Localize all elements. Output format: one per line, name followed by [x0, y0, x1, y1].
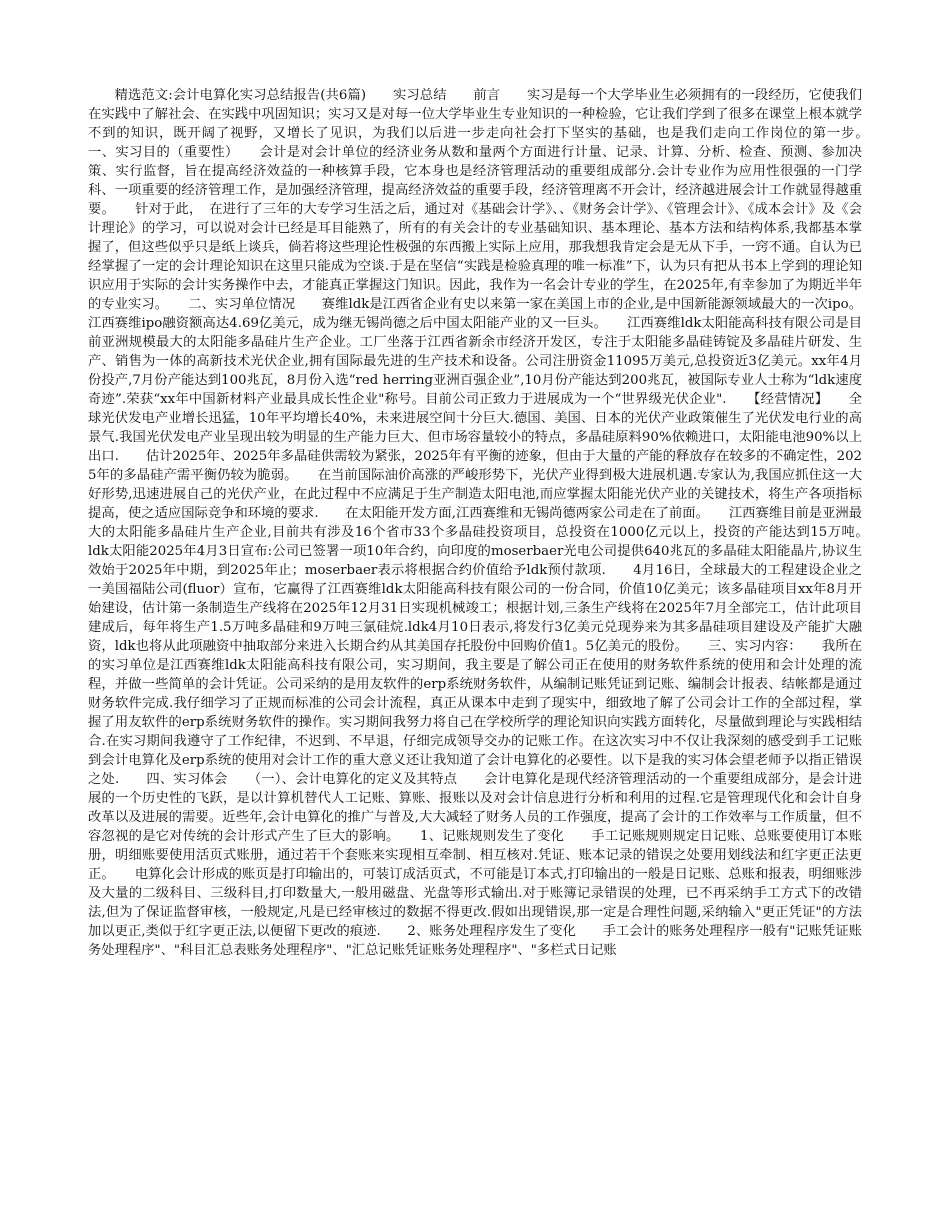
body-text: 精选范文:会计电算化实习总结报告(共6篇) 实习总结 前言 实习是每一个大学毕业生必须拥有的一段经历，它使我们在实践中了解社会、在实践中巩固知识；实习又是对每一位大学毕业生专业知识的一种检验，它让我们学到了很多在课堂上根本就学不到的知识，既开阔了视野，又增长了见识，为我们以后进一步走向社会打下坚实的基础，也是我们走向工作岗位的第一步。 一、实习目的（重要性） 会计是对会计单位的经济业务从数和量两个方面进行计量、记录、计算、分析、检查、预测、参加决策、实行监督，旨在提高经济效益的一种核算手段，它本身也是经济管理活动的重要组成部分.会计专业作为应用性很强的一门学科、一项重要的经济管理工作，是加强经济管理，提高经济效益的重要手段，经济管理离不开会计，经济越进展会计工作就显得越重要。 针对于此， 在进行了三年的大专学习生活之后，通过对《基础会计学》、、《财务会计学》、《管理会计》、《成本会计》及《会计理论》的学习，可以说对会计已经是耳目能熟了，所有的有关会计的专业基础知识、基本理论、基本方法和结构体系,我都基本掌握了，但这些似乎只是纸上谈兵，倘若将这些理论性极强的东西搬上实际上应用，那我想我肯定会是无从下手，一窍不通。自认为已经掌握了一定的会计理论知识在这里只能成为空谈.于是在坚信“实践是检验真理的唯一标准”下，认为只有把从书本上学到的理论知识应用于实际的会计实务操作中去，才能真正掌握这门知识。因此，我作为一名会计专业的学生，在2025年,有幸参加了为期近半年的专业实习。 二、实习单位情况 赛维ldk是江西省企业有史以来第一家在美国上市的企业,是中国新能源领域最大的一次ipo。江西赛维ipo融资额高达4.69亿美元，成为继无锡尚德之后中国太阳能产业的又一巨头。 江西赛维ldk太阳能高科技有限公司是目前亚洲规模最大的太阳能多晶硅片生产企业。工厂坐落于江西省新余市经济开发区，专注于太阳能多晶硅铸锭及多晶硅片研发、生产、销售为一体的高新技术光伏企业,拥有国际最先进的生产技术和设备。公司注册资金11095万美元,总投资近3亿美元。xx年4月份投产,7月份产能达到100兆瓦，8月份入选“red herring亚洲百强企业”,10月份产能达到200兆瓦，被国际专业人士称为“ldk速度奇迹”.荣获“xx年中国新材料产业最具成长性企业"称号。目前公司正致力于进展成为一个“世界级光伏企业". 【经营情况】 全球光伏发电产业增长迅猛，10年平均增长40%，未来进展空间十分巨大.德国、美国、日本的光伏产业政策催生了光伏发电行业的高景气.我国光伏发电产业呈现出较为明显的生产能力巨大、但市场容量较小的特点，多晶硅原料90%依赖进口，太阳能电池90%以上出口. 估计2025年、2025年多晶硅供需较为紧张，2025年有平衡的迹象，但由于大量的产能的释放存在较多的不确定性，2025年的多晶硅产需平衡仍较为脆弱。 在当前国际油价高涨的严峻形势下，光伏产业得到极大进展机遇.专家认为,我国应抓住这一大好形势,迅速进展自己的光伏产业，在此过程中不应满足于生产制造太阳电池,而应掌握太阳能光伏产业的关键技术，将生产各项指标提高，使之适应国际竞争和环境的要求. 在太阳能开发方面,江西赛维和无锡尚德两家公司走在了前面。 江西赛维目前是亚洲最大的太阳能多晶硅片生产企业,目前共有涉及16个省市33个多晶硅投资项目，总投资在1000亿元以上，投资的产能达到15万吨。 ldk太阳能2025年4月3日宣布:公司已签署一项10年合约，向印度的moserbaer光电公司提供640兆瓦的多晶硅太阳能晶片,协议生效始于2025年中期，到2025年止；moserbaer表示将根据合约价值给予ldk预付款项. 4月16日，全球最大的工程建设企业之一美国福陆公司(fluor）宣布，它赢得了江西赛维ldk太阳能高科技有限公司的一份合同，价值10亿美元；该多晶硅项目xx年8月开始建设，估计第一条制造生产线将在2025年12月31日实现机械竣工；根据计划,三条生产线将在2025年7月全部完工，估计此项目建成后，每年将生产1.5万吨多晶硅和9万吨三氯硅烷.ldk4月10日表示,将发行3亿美元兑现券来为其多晶硅项目建设及产能扩大融资，ldk也将从此项融资中抽取部分来进入长期合约从其美国存托股份中回购价值1。5亿美元的股份。 三、实习内容： 我所在的实习单位是江西赛维ldk太阳能高科技有限公司，实习期间，我主要是了解公司正在使用的财务软件系统的使用和会计处理的流程，并做一些简单的会计凭证。公司采纳的是用友软件的erp系统财务软件，从编制记账凭证到记账、编制会计报表、结帐都是通过财务软件完成.我仔细学习了正规而标准的公司会计流程，真正从课本中走到了现实中，细致地了解了公司会计工作的全部过程，掌握了用友软件的erp系统财务软件的操作。实习期间我努力将自己在学校所学的理论知识向实践方面转化，尽量做到理论与实践相结合.在实习期间我遵守了工作纪律，不迟到、不早退，仔细完成领导交办的记账工作。在这次实习中不仅让我深刻的感受到手工记账到会计电算化及erp系统的使用对会计工作的重大意义还让我知道了会计电算化的必要性。以下是我的实习体会望老师予以指正错误之处. 四、实习体会 （一）、会计电算化的定义及其特点 会计电算化是现代经济管理活动的一个重要组成部分，是会计进展的一个历史性的飞跃，是以计算机替代人工记账、算账、报账以及对会计信息进行分析和利用的过程.它是管理现代化和会计自身改革以及进展的需要。近些年,会计电算化的推广与普及,大大减轻了财务人员的工作强度，提高了会计的工作效率与工作质量，但不容忽视的是它对传统的会计形式产生了巨大的影响。 1、记账规则发生了变化 手工记账规则规定日记账、总账要使用订本账册，明细账要使用活页式账册，通过若干个套账来实现相互牵制、相互核对.凭证、账本记录的错误之处要用划线法和红字更正法更正。 电算化会计形成的账页是打印输出的，可装订成活页式，不可能是订本式,打印输出的一般是日记账、总账和报表，明细账涉及大量的二级科目、三级科目,打印数量大,一般用磁盘、光盘等形式输出.对于账簿记录错误的处理，已不再采纳手工方式下的改错法,但为了保证监督审核，一般规定,凡是已经审核过的数据不得更改.假如出现错误,那一定是合理性问题,采纳输入"更正凭证"的方法加以更正,类似于红字更正法,以便留下更改的痕迹. 2、账务处理程序发生了变化 手工会计的账务处理程序一般有"记账凭证账务处理程序"、"科目汇总表账务处理程序"、"汇总记账凭证账务处理程序"、"多栏式日记账: [88, 88, 889, 958]
document-page: [88, 86, 889, 960]
